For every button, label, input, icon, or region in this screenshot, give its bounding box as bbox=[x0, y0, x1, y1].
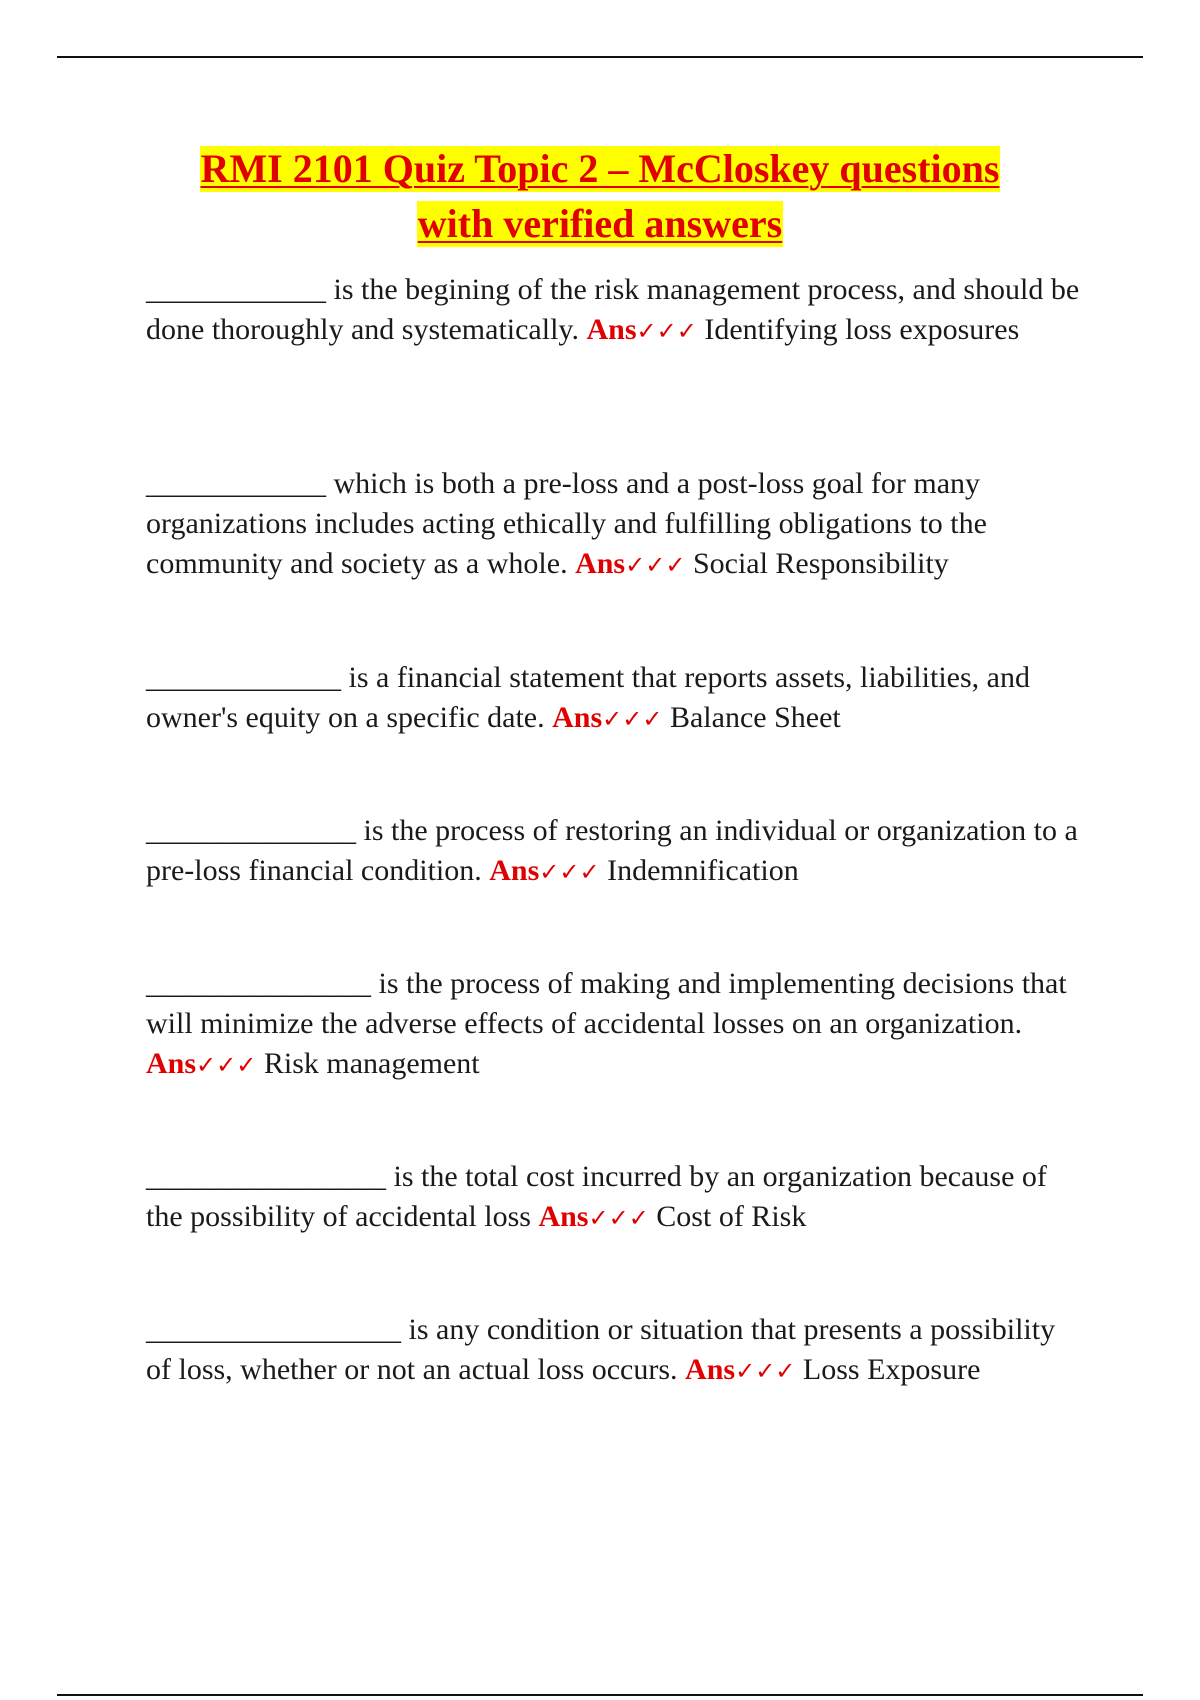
check-marks-icon: ✓✓✓ bbox=[636, 317, 697, 345]
check-marks-icon: ✓✓✓ bbox=[588, 1204, 649, 1232]
question-2 bbox=[146, 464, 1086, 585]
question-3 bbox=[146, 658, 1086, 739]
question-text: is the process of restoring an individual or organization to a pre-loss financial condition. bbox=[146, 814, 1078, 887]
answer-marker: Ans bbox=[489, 854, 540, 887]
answer-marker: Ans bbox=[685, 1353, 736, 1386]
question-blank: _____________ bbox=[146, 661, 341, 694]
question-blank: ____________ bbox=[146, 467, 326, 500]
top-rule bbox=[57, 56, 1143, 58]
check-marks-icon: ✓✓✓ bbox=[539, 858, 600, 886]
question-blank: ________________ bbox=[146, 1160, 386, 1193]
answer-text: Indemnification bbox=[599, 854, 799, 887]
check-marks-icon: ✓✓✓ bbox=[735, 1357, 796, 1385]
document-title bbox=[100, 146, 1100, 247]
bottom-rule bbox=[57, 1694, 1143, 1696]
answer-text: Risk management bbox=[256, 1047, 480, 1080]
answer-marker: Ans bbox=[552, 701, 603, 734]
question-1 bbox=[146, 270, 1086, 351]
question-text: is a financial statement that reports assets, liabilities, and owner's equity on a specific date. bbox=[146, 661, 1030, 734]
question-6 bbox=[146, 1157, 1086, 1238]
question-blank: ____________ bbox=[146, 273, 326, 306]
answer-marker: Ans bbox=[538, 1200, 589, 1233]
answer-text: Loss Exposure bbox=[795, 1353, 981, 1386]
question-text: is the process of making and implementing decisions that will minimize the adverse effects of accidental losses on an organization. bbox=[146, 967, 1067, 1040]
answer-text: Cost of Risk bbox=[648, 1200, 807, 1233]
answer-text: Identifying loss exposures bbox=[696, 313, 1020, 346]
answer-marker: Ans bbox=[146, 1047, 197, 1080]
question-text: which is both a pre-loss and a post-loss goal for many organizations includes acting ethically and fulfilling obligations to the community and society as a whole. bbox=[146, 467, 987, 580]
answer-marker: Ans bbox=[575, 547, 626, 580]
answer-marker: Ans bbox=[586, 313, 637, 346]
question-blank: _______________ bbox=[146, 967, 371, 1000]
question-text: is the total cost incurred by an organization because of the possibility of accidental loss bbox=[146, 1160, 1047, 1233]
check-marks-icon: ✓✓✓ bbox=[196, 1051, 257, 1079]
question-7 bbox=[146, 1310, 1086, 1391]
check-marks-icon: ✓✓✓ bbox=[625, 551, 686, 579]
question-blank: _________________ bbox=[146, 1313, 401, 1346]
answer-text: Social Responsibility bbox=[685, 547, 949, 580]
question-5 bbox=[146, 964, 1086, 1085]
title-line-2: with verified answers bbox=[417, 201, 783, 246]
question-blank: ______________ bbox=[146, 814, 356, 847]
question-4 bbox=[146, 811, 1086, 892]
check-marks-icon: ✓✓✓ bbox=[602, 705, 663, 733]
question-text: is any condition or situation that presents a possibility of loss, whether or not an actual loss occurs. bbox=[146, 1313, 1056, 1386]
title-line-1: RMI 2101 Quiz Topic 2 – McCloskey questions bbox=[200, 146, 1000, 191]
answer-text: Balance Sheet bbox=[662, 701, 841, 734]
question-text: is the begining of the risk management process, and should be done thoroughly and systematically. bbox=[146, 273, 1080, 346]
